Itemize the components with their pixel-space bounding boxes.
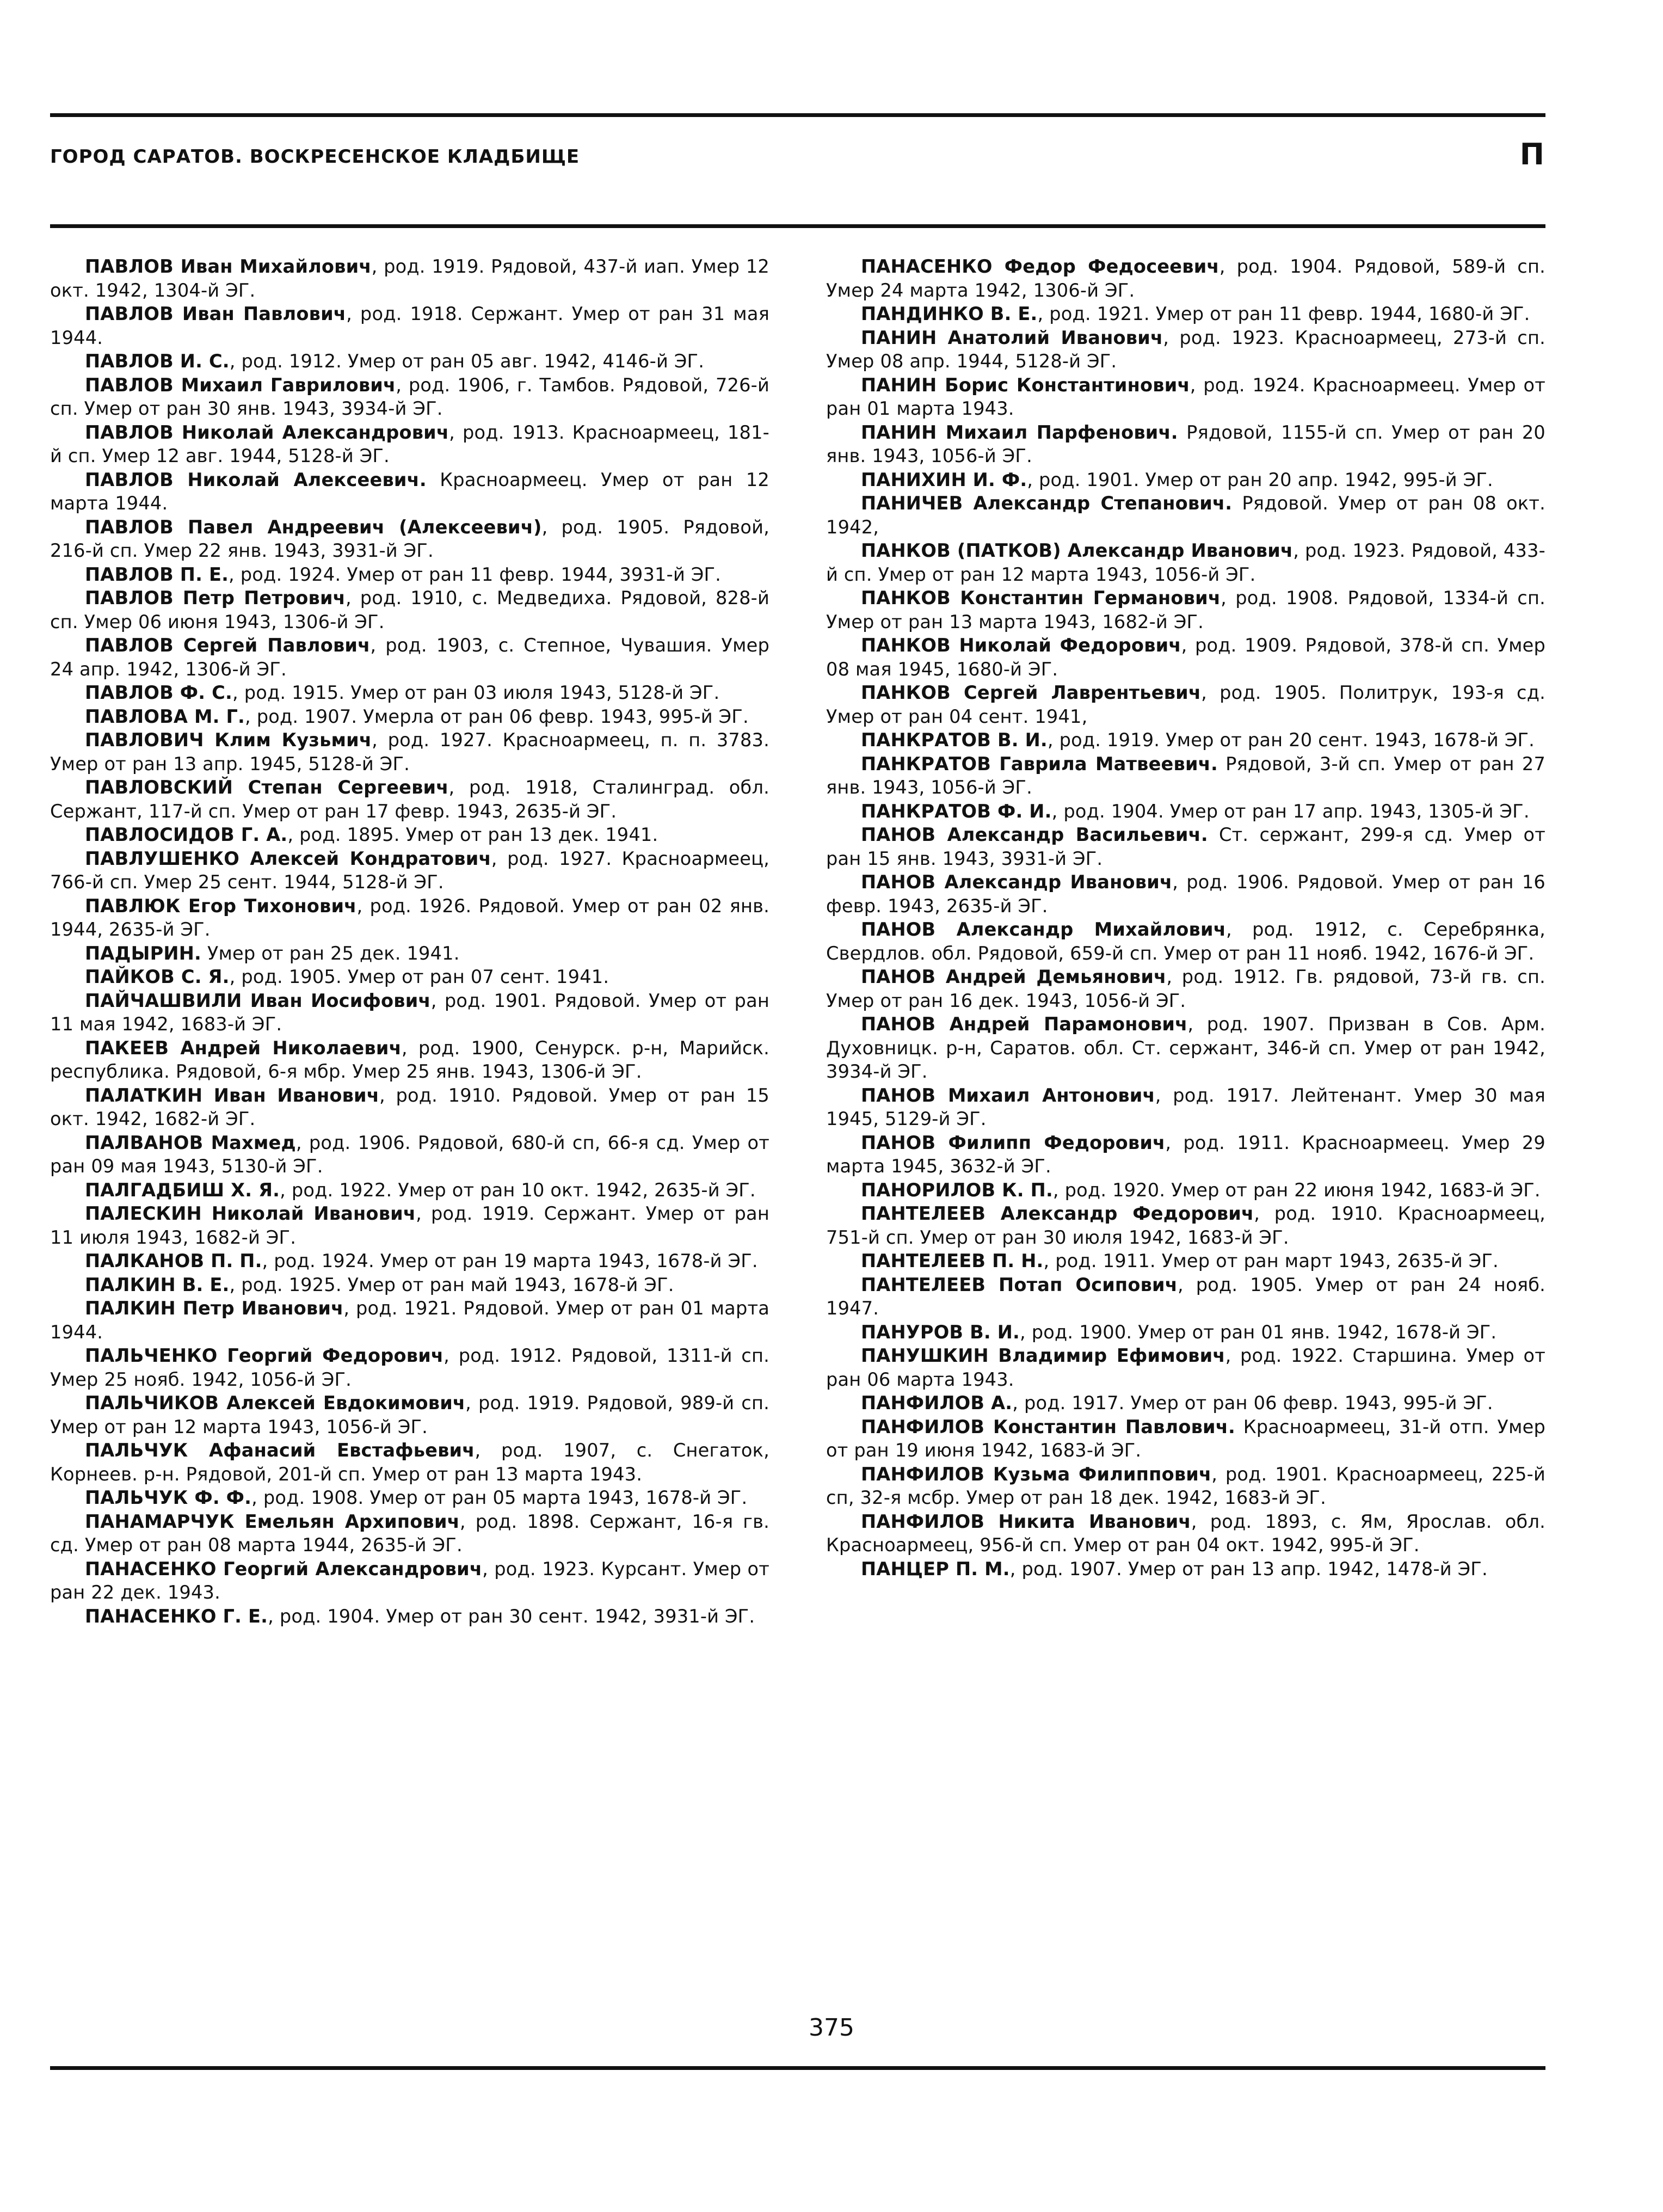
entry-details: , род. 1909. Рядовой, 378-й сп. Умер 08 мая 1945, 1680-й ЭГ. [826,635,1545,680]
list-item [50,1273,769,1297]
entry-name: ПАНОВ Александр Иванович [861,871,1173,893]
list-item [826,1557,1545,1581]
entry-name: ПАНТЕЛЕЕВ Александр Федорович [861,1203,1254,1224]
entry-name: ПАВЛОВ Сергей Павлович [85,635,371,656]
entry-name: ПАВЛОВ Иван Михайлович [85,256,372,277]
entry-name: ПАВЛОВ И. С. [85,351,230,372]
list-item [50,965,769,989]
list-item [826,586,1545,634]
entry-details: , род. 1912. Рядовой, 1311-й сп. Умер 25 нояб. 1942, 1056-й ЭГ. [50,1345,769,1390]
entry-name: ПАНАСЕНКО Георгий Александрович [85,1558,483,1580]
list-item [50,586,769,634]
entry-details: , род. 1920. Умер от ран 22 июня 1942, 1683-й ЭГ. [1052,1179,1541,1201]
entry-name: ПАНОВ Андрей Парамонович [861,1013,1188,1035]
entry-details: , род. 1906. Рядовой. Умер от ран 16 февр. 1943, 2635-й ЭГ. [826,871,1545,917]
entry-name: ПАВЛОВ П. Е. [85,563,229,585]
entry-details: , род. 1901. Рядовой. Умер от ран 11 мая 1942, 1683-й ЭГ. [50,990,769,1035]
list-item [50,1036,769,1084]
list-item [826,1510,1545,1557]
entry-details: , род. 1911. Умер от ран март 1943, 2635-й ЭГ. [1043,1250,1499,1271]
entry-name: ПАНИН Анатолий Иванович [861,327,1163,348]
list-item [50,728,769,776]
list-item [826,326,1545,373]
list-item [50,1084,769,1131]
list-item [50,989,769,1036]
entry-details: , род. 1905. Умер от ран 07 сент. 1941. [229,966,609,987]
entry-name: ПАНАСЕНКО Г. Е. [85,1605,268,1627]
entry-name: ПАЛАТКИН Иван Иванович [85,1084,380,1106]
list-item [50,1297,769,1344]
entry-details: Рядовой, 1155-й сп. Умер от ран 20 янв. 1943, 1056-й ЭГ. [826,421,1545,466]
list-item [826,728,1545,752]
list-item [826,1344,1545,1391]
entry-name: ПАНОВ Александр Васильевич. [861,824,1208,845]
entry-details: , род. 1910, с. Медведиха. Рядовой, 828-й сп. Умер 06 июня 1943, 1306-й ЭГ. [50,587,769,632]
entry-details: , род. 1907. Умер от ран 13 апр. 1942, 1478-й ЭГ. [1009,1558,1488,1580]
list-item [826,468,1545,492]
list-item [50,468,769,515]
list-item [50,1486,769,1510]
entry-details: , род. 1907, с. Снегаток, Корнеев. р-н. Рядовой, 201-й сп. Умер от ран 13 марта 1943. [50,1440,769,1485]
list-item [50,373,769,421]
entry-details: , род. 1905. Политрук, 193-я сд. Умер от ран 04 сент. 1941, [826,682,1545,727]
entry-name: ПАЛКИН В. Е. [85,1274,230,1295]
entry-details: , род. 1908. Умер от ран 05 марта 1943, 1678-й ЭГ. [251,1487,748,1508]
entry-name: ПАНФИЛОВ Кузьма Филиппович [861,1463,1212,1485]
list-item [50,776,769,823]
entry-details: , род. 1910. Красноармеец, 751-й сп. Умер от ран 30 июля 1942, 1683-й ЭГ. [826,1203,1545,1248]
entry-details: , род. 1927. Красноармеец, п. п. 3783. Умер от ран 13 апр. 1945, 5128-й ЭГ. [50,729,769,775]
entry-name: ПАЛГАДБИШ Х. Я. [85,1179,280,1201]
entry-details: , род. 1923. Красноармеец, 273-й сп. Умер 08 апр. 1944, 5128-й ЭГ. [826,327,1545,372]
entry-name: ПАЛЬЧУК Афанасий Евстафьевич [85,1440,475,1461]
entry-name: ПАНКРАТОВ Гаврила Матвеевич. [861,753,1218,775]
list-item [826,1249,1545,1273]
list-item [826,373,1545,421]
entry-name: ПАВЛЮК Егор Тихонович [85,895,357,917]
list-item [50,302,769,349]
entry-details: , род. 1907. Призван в Сов. Арм. Духовницк. р-н, Саратов. обл. Ст. сержант, 346-й сп. Умер от ран 1942, 3934-й ЭГ. [826,1013,1545,1082]
list-item [826,800,1545,824]
entry-details: , род. 1912. Гв. рядовой, 73-й гв. сп. Умер от ран 16 дек. 1943, 1056-й ЭГ. [826,966,1545,1011]
entry-name: ПАНКРАТОВ В. И. [861,729,1048,751]
list-item [826,1391,1545,1415]
list-item [826,1178,1545,1202]
entry-details: , род. 1898. Сержант, 16-я гв. сд. Умер от ран 08 марта 1944, 2635-й ЭГ. [50,1510,769,1556]
list-item [826,1084,1545,1131]
entry-details: , род. 1912, с. Серебрянка, Свердлов. обл. Рядовой, 659-й сп. Умер от ран 11 нояб. 1942, 1676-й ЭГ. [826,919,1546,964]
entry-name: ПАНИН Борис Константинович [861,374,1190,396]
entry-name: ПАВЛОВ Павел Андреевич (Алексеевич) [85,516,542,538]
list-item [50,1605,769,1629]
entry-name: ПАЙКОВ С. Я. [85,966,230,987]
entry-details: , род. 1919. Рядовой, 989-й сп. Умер от ран 12 марта 1943, 1056-й ЭГ. [50,1392,769,1437]
entry-name: ПАНУШКИН Владимир Ефимович [861,1345,1225,1366]
list-item [826,1131,1545,1178]
entry-name: ПАВЛОВ Михаил Гаврилович [85,374,396,396]
entry-name: ПАНФИЛОВ Константин Павлович. [861,1416,1235,1437]
list-item [50,1391,769,1439]
entry-details: , род. 1911. Красноармеец. Умер 29 марта 1945, 3632-й ЭГ. [826,1132,1545,1177]
entry-details: , род. 1919. Сержант. Умер от ран 11 июля 1943, 1682-й ЭГ. [50,1203,769,1248]
list-item [826,823,1545,870]
list-item [50,515,769,563]
entry-details: Ст. сержант, 299-я сд. Умер от ран 15 янв. 1943, 3931-й ЭГ. [826,824,1545,869]
entry-name: ПАНОВ Андрей Демьянович [861,966,1167,987]
right-column [826,255,1545,1628]
entry-details: Рядовой. Умер от ран 08 окт. 1942, [826,493,1545,538]
entry-name: ПАНАСЕНКО Федор Федосеевич [861,256,1219,277]
list-item [50,349,769,373]
entry-name: ПАНДИНКО В. Е. [861,303,1038,324]
list-item [50,1249,769,1273]
list-item [826,634,1545,681]
left-column [50,255,769,1628]
entry-name: ПАНКОВ (ПАТКОВ) Александр Иванович [861,540,1294,561]
entry-name: ПАЛЕСКИН Николай Иванович [85,1203,416,1224]
entry-details: , род. 1925. Умер от ран май 1943, 1678-й ЭГ. [229,1274,674,1295]
entry-name: ПАЛЬЧИКОВ Алексей Евдокимович [85,1392,466,1414]
entry-details: , род. 1913. Красноармеец, 181-й сп. Умер 12 авг. 1944, 5128-й ЭГ. [50,421,769,466]
entry-details: , род. 1924. Умер от ран 11 февр. 1944, 3931-й ЭГ. [229,563,722,585]
list-item [50,1202,769,1249]
entry-details: , род. 1893, с. Ям, Ярослав. обл. Красноармеец, 956-й сп. Умер от ран 04 окт. 1942, 995-й ЭГ. [826,1510,1545,1556]
entry-name: ПАНОВ Михаил Антонович [861,1084,1155,1106]
list-item [826,918,1545,965]
entry-name: ПАВЛОВСКИЙ Степан Сергеевич [85,777,449,798]
entry-details: , род. 1895. Умер от ран 13 дек. 1941. [287,824,658,845]
entry-name: ПАВЛОВ Николай Алексеевич. [85,469,427,490]
entry-details: , род. 1904. Умер от ран 17 апр. 1943, 1305-й ЭГ. [1051,800,1530,822]
entry-details: , род. 1912. Умер от ран 05 авг. 1942, 4146-й ЭГ. [229,351,705,372]
entry-details: , род. 1918, Сталинград. обл. Сержант, 117-й сп. Умер от ран 17 февр. 1943, 2635-й ЭГ. [50,777,769,822]
entry-details: , род. 1926. Рядовой. Умер от ран 02 янв. 1944, 2635-й ЭГ. [50,895,769,940]
entry-details: , род. 1919. Рядовой, 437-й иап. Умер 12 окт. 1942, 1304-й ЭГ. [50,256,769,301]
entry-details: , род. 1904. Умер от ран 30 сент. 1942, 3931-й ЭГ. [268,1605,755,1627]
entry-name: ПАНИХИН И. Ф. [861,469,1027,490]
list-item [50,705,769,729]
entry-details: , род. 1901. Умер от ран 20 апр. 1942, 995-й ЭГ. [1027,469,1493,490]
footer-rule [50,2066,1545,2070]
entry-name: ПАНОВ Александр Михайлович [861,919,1226,940]
section-letter: П [1519,137,1544,171]
entry-details: , род. 1905. Рядовой, 216-й сп. Умер 22 янв. 1943, 3931-й ЭГ. [50,516,769,561]
entry-name: ПАЙЧАШВИЛИ Иван Иосифович [85,990,431,1011]
header-rule-top [50,113,1545,117]
entry-details: , род. 1922. Умер от ран 10 окт. 1942, 2635-й ЭГ. [280,1179,756,1201]
entry-details: , род. 1900, Сенурск. р-н, Марийск. республика. Рядовой, 6-я мбр. Умер 25 янв. 1943, 1306-й ЭГ. [50,1037,770,1082]
entry-details: , род. 1906, г. Тамбов. Рядовой, 726-й сп. Умер от ран 30 янв. 1943, 3934-й ЭГ. [50,374,769,419]
entry-details: , род. 1923. Курсант. Умер от ран 22 дек. 1943. [50,1558,769,1603]
entry-details: , род. 1917. Лейтенант. Умер 30 мая 1945, 5129-й ЭГ. [826,1084,1545,1129]
list-item [826,1273,1545,1320]
entry-name: ПАНИН Михаил Парфенович. [861,421,1178,443]
entry-details: Умер от ран 25 дек. 1941. [201,942,460,964]
list-item [50,1510,769,1557]
entry-details: , род. 1923. Рядовой, 433-й сп. Умер от ран 12 марта 1943, 1056-й ЭГ. [826,540,1545,585]
entry-details: , род. 1924. Красноармеец. Умер от ран 01 марта 1943. [826,374,1545,419]
entry-details: , род. 1908. Рядовой, 1334-й сп. Умер от ран 13 марта 1943, 1682-й ЭГ. [826,587,1545,632]
entry-name: ПАВЛОВА М. Г. [85,705,245,727]
entry-details: , род. 1910. Рядовой. Умер от ран 15 окт. 1942, 1682-й ЭГ. [50,1084,769,1129]
list-item [826,681,1545,728]
list-item [50,563,769,587]
entry-details: Красноармеец, 31-й отп. Умер от ран 19 июня 1942, 1683-й ЭГ. [826,1416,1545,1461]
list-item [50,942,769,966]
list-item [50,1344,769,1391]
list-item [50,847,769,894]
entry-details: , род. 1906. Рядовой, 680-й сп, 66-я сд. Умер от ран 09 мая 1943, 5130-й ЭГ. [50,1132,769,1177]
list-item [826,870,1545,918]
entries-columns [50,255,1545,1628]
entry-details: , род. 1922. Старшина. Умер от ран 06 марта 1943. [826,1345,1545,1390]
entry-name: ПАНКОВ Константин Германович [861,587,1221,609]
list-item [50,1557,769,1605]
entry-details: , род. 1905. Умер от ран 24 нояб. 1947. [826,1274,1545,1319]
entry-details: , род. 1921. Рядовой. Умер от ран 01 марта 1944. [50,1298,769,1343]
running-title: ГОРОД САРАТОВ. ВОСКРЕСЕНСКОЕ КЛАДБИЩЕ [50,146,580,168]
entry-name: ПАЛВАНОВ Махмед [85,1132,296,1153]
list-item [826,965,1545,1012]
entry-name: ПАНОРИЛОВ К. П. [861,1179,1053,1201]
entry-name: ПАНУРОВ В. И. [861,1321,1020,1343]
list-item [50,1439,769,1486]
entry-name: ПАКЕЕВ Андрей Николаевич [85,1037,402,1059]
entry-name: ПАДЫРИН. [85,942,201,964]
entry-name: ПАНТЕЛЕЕВ Потап Осипович [861,1274,1178,1295]
entry-details: , род. 1915. Умер от ран 03 июля 1943, 5128-й ЭГ. [232,682,720,703]
list-item [50,421,769,468]
entry-name: ПАВЛОВ Иван Павлович [85,303,347,324]
entry-details: , род. 1903, с. Степное, Чувашия. Умер 24 апр. 1942, 1306-й ЭГ. [50,635,769,680]
list-item [826,1012,1545,1084]
list-item [826,1415,1545,1463]
entry-name: ПАНКОВ Сергей Лаврентьевич [861,682,1202,703]
entry-name: ПАНФИЛОВ Никита Иванович [861,1510,1191,1532]
entry-details: Рядовой, 3-й сп. Умер от ран 27 янв. 1943, 1056-й ЭГ. [826,753,1546,798]
entry-name: ПАЛЬЧУК Ф. Ф. [85,1487,252,1508]
entry-details: , род. 1901. Красноармеец, 225-й сп, 32-я мсбр. Умер от ран 18 дек. 1942, 1683-й ЭГ. [826,1463,1545,1508]
list-item [50,1178,769,1202]
entry-name: ПАЛЬЧЕНКО Георгий Федорович [85,1345,444,1366]
list-item [826,539,1545,586]
list-item [50,681,769,705]
header-rule-bottom [50,224,1545,228]
entry-name: ПАНТЕЛЕЕВ П. Н. [861,1250,1044,1271]
entry-name: ПАНОВ Филипп Федорович [861,1132,1166,1153]
entry-details: , род. 1918. Сержант. Умер от ран 31 мая 1944. [50,303,769,348]
list-item [826,752,1545,800]
entry-details: , род. 1900. Умер от ран 01 янв. 1942, 1678-й ЭГ. [1020,1321,1497,1343]
entry-name: ПАВЛОВИЧ Клим Кузьмич [85,729,372,751]
list-item [826,302,1545,326]
list-item [826,491,1545,539]
list-item [50,634,769,681]
entry-details: , род. 1921. Умер от ран 11 февр. 1944, 1680-й ЭГ. [1037,303,1530,324]
entry-name: ПАЛКАНОВ П. П. [85,1250,262,1271]
entry-name: ПАНИЧЕВ Александр Степанович. [861,493,1233,514]
entry-name: ПАВЛОВ Петр Петрович [85,587,346,609]
entry-details: , род. 1924. Умер от ран 19 марта 1943, 1678-й ЭГ. [262,1250,758,1271]
entry-name: ПАНЦЕР П. М. [861,1558,1010,1580]
entry-name: ПАВЛУШЕНКО Алексей Кондратович [85,847,491,869]
list-item [826,255,1545,302]
entry-details: , род. 1907. Умерла от ран 06 февр. 1943, 995-й ЭГ. [245,705,749,727]
list-item [826,1463,1545,1510]
entry-name: ПАНФИЛОВ А. [861,1392,1013,1414]
entry-name: ПАЛКИН Петр Иванович [85,1298,344,1319]
entry-name: ПАВЛОВ Ф. С. [85,682,232,703]
list-item [826,1202,1545,1249]
entry-details: , род. 1919. Умер от ран 20 сент. 1943, 1678-й ЭГ. [1047,729,1535,751]
entry-name: ПАВЛОВ Николай Александрович [85,421,449,443]
entry-details: , род. 1917. Умер от ран 06 февр. 1943, 995-й ЭГ. [1012,1392,1493,1414]
entry-details: , род. 1927. Красноармеец, 766-й сп. Умер 25 сент. 1944, 5128-й ЭГ. [50,847,770,893]
list-item [50,255,769,302]
list-item [50,894,769,942]
list-item [50,1131,769,1178]
entry-details: Красноармеец. Умер от ран 12 марта 1944. [50,469,769,514]
page-number: 375 [809,2014,854,2042]
entry-details: , род. 1904. Рядовой, 589-й сп. Умер 24 марта 1942, 1306-й ЭГ. [826,256,1545,301]
entry-name: ПАВЛОСИДОВ Г. А. [85,824,288,845]
list-item [826,1320,1545,1344]
entry-name: ПАНКОВ Николай Федорович [861,635,1181,656]
list-item [50,823,769,847]
entry-name: ПАНКРАТОВ Ф. И. [861,800,1052,822]
entry-name: ПАНАМАРЧУК Емельян Архипович [85,1510,460,1532]
list-item [826,421,1545,468]
